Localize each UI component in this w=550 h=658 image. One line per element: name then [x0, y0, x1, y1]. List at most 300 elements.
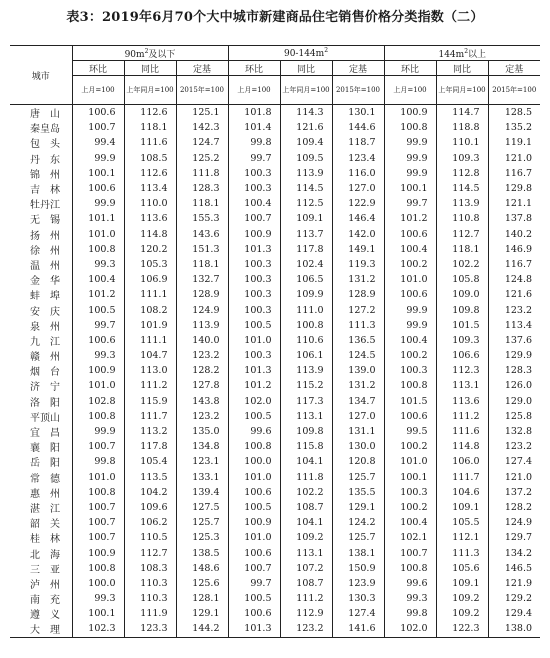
- city-name-cell: 丹 东: [30, 154, 60, 166]
- index-value-cell: 129.4: [488, 606, 540, 621]
- index-value-cell: 129.1: [332, 500, 384, 515]
- index-value-cell: 131.2: [332, 272, 384, 287]
- index-value-cell: 139.0: [332, 363, 384, 378]
- index-value-cell: 104.2: [124, 485, 176, 500]
- index-value-cell: 112.7: [124, 545, 176, 560]
- index-value-cell: 123.9: [332, 576, 384, 591]
- index-value-cell: 99.9: [384, 302, 436, 317]
- index-value-cell: 130.1: [332, 105, 384, 121]
- index-value-cell: 125.1: [176, 105, 228, 121]
- index-value-cell: 101.3: [228, 621, 280, 637]
- index-value-cell: 105.6: [436, 561, 488, 576]
- city-name-cell: 温 州: [30, 260, 60, 272]
- index-value-cell: 128.9: [332, 287, 384, 302]
- index-value-cell: 109.2: [436, 591, 488, 606]
- index-value-cell: 109.5: [280, 151, 332, 166]
- index-value-cell: 125.2: [176, 151, 228, 166]
- index-value-cell: 99.3: [72, 348, 124, 363]
- index-value-cell: 100.2: [384, 257, 436, 272]
- index-value-cell: 111.2: [124, 378, 176, 393]
- index-value-cell: 128.1: [176, 591, 228, 606]
- index-value-cell: 111.7: [436, 470, 488, 485]
- city-name-cell: 秦皇岛: [30, 124, 60, 136]
- city-name-cell: 金 华: [30, 276, 60, 288]
- index-value-cell: 100.6: [72, 105, 124, 121]
- index-value-cell: 130.3: [332, 591, 384, 606]
- index-value-cell: 118.7: [332, 135, 384, 150]
- index-value-cell: 112.6: [124, 166, 176, 181]
- index-value-cell: 122.9: [332, 196, 384, 211]
- index-value-cell: 100.9: [228, 515, 280, 530]
- index-value-cell: 100.5: [72, 302, 124, 317]
- index-value-cell: 101.4: [228, 120, 280, 135]
- index-value-cell: 134.2: [488, 545, 540, 560]
- city-name-cell: 蚌 埠: [30, 291, 60, 303]
- city-name-cell: 襄 阳: [30, 443, 60, 455]
- index-value-cell: 137.8: [488, 211, 540, 226]
- index-value-cell: 113.9: [176, 318, 228, 333]
- index-value-cell: 100.8: [72, 242, 124, 257]
- index-value-cell: 100.6: [384, 287, 436, 302]
- index-value-cell: 127.8: [176, 378, 228, 393]
- index-value-cell: 109.1: [436, 576, 488, 591]
- index-value-cell: 113.6: [436, 394, 488, 409]
- index-value-cell: 106.2: [124, 515, 176, 530]
- base-period-header: 上月=100: [384, 76, 436, 105]
- index-value-cell: 148.6: [176, 561, 228, 576]
- index-value-cell: 106.6: [436, 348, 488, 363]
- index-value-cell: 100.9: [228, 227, 280, 242]
- index-value-cell: 99.9: [384, 166, 436, 181]
- index-value-cell: 113.4: [488, 318, 540, 333]
- index-value-cell: 127.4: [332, 606, 384, 621]
- index-value-cell: 126.0: [488, 378, 540, 393]
- index-value-cell: 125.7: [332, 530, 384, 545]
- index-value-cell: 128.3: [488, 363, 540, 378]
- city-name-cell: 九 江: [30, 336, 60, 348]
- index-value-cell: 117.8: [280, 242, 332, 257]
- index-value-cell: 100.8: [228, 439, 280, 454]
- index-value-cell: 102.1: [384, 530, 436, 545]
- table-row: [10, 500, 540, 515]
- index-value-cell: 101.0: [228, 530, 280, 545]
- index-value-cell: 137.2: [488, 485, 540, 500]
- index-value-cell: 109.1: [280, 211, 332, 226]
- index-value-cell: 113.6: [124, 211, 176, 226]
- index-value-cell: 110.1: [436, 135, 488, 150]
- index-value-cell: 111.0: [280, 302, 332, 317]
- index-value-cell: 113.9: [280, 166, 332, 181]
- index-value-cell: 123.2: [280, 621, 332, 637]
- table-row: [10, 530, 540, 545]
- index-value-cell: 102.0: [228, 394, 280, 409]
- city-name-cell: 赣 州: [30, 352, 60, 364]
- index-value-cell: 100.1: [72, 606, 124, 621]
- table-row: [10, 181, 540, 196]
- city-name-cell: 宜 昌: [30, 428, 60, 440]
- index-value-cell: 123.3: [124, 621, 176, 637]
- base-period-header: 上月=100: [72, 76, 124, 105]
- index-value-cell: 143.6: [176, 227, 228, 242]
- index-value-cell: 100.6: [72, 333, 124, 348]
- index-value-cell: 124.7: [176, 135, 228, 150]
- index-value-cell: 101.0: [72, 227, 124, 242]
- index-value-cell: 99.6: [384, 576, 436, 591]
- index-value-cell: 124.2: [332, 515, 384, 530]
- index-value-cell: 104.1: [280, 454, 332, 469]
- table-row: [10, 257, 540, 272]
- index-value-cell: 114.5: [280, 181, 332, 196]
- index-value-cell: 111.3: [332, 318, 384, 333]
- index-value-cell: 123.2: [176, 348, 228, 363]
- index-value-cell: 131.2: [332, 378, 384, 393]
- header-sub-row: [10, 61, 540, 76]
- index-value-cell: 129.8: [488, 181, 540, 196]
- index-value-cell: 155.3: [176, 211, 228, 226]
- city-name-cell: 洛 阳: [30, 397, 60, 409]
- table-row: [10, 378, 540, 393]
- index-value-cell: 124.5: [332, 348, 384, 363]
- index-type-header: 定基: [332, 61, 384, 76]
- table-row: [10, 470, 540, 485]
- table-row: [10, 196, 540, 211]
- index-value-cell: 114.7: [436, 105, 488, 121]
- index-value-cell: 106.0: [436, 454, 488, 469]
- index-value-cell: 118.8: [436, 120, 488, 135]
- index-value-cell: 101.2: [72, 287, 124, 302]
- index-value-cell: 99.7: [384, 196, 436, 211]
- table-row: [10, 424, 540, 439]
- table-row: [10, 576, 540, 591]
- index-type-header: 定基: [176, 61, 228, 76]
- index-value-cell: 100.9: [72, 363, 124, 378]
- index-value-cell: 111.3: [436, 545, 488, 560]
- index-value-cell: 100.2: [384, 500, 436, 515]
- index-value-cell: 125.8: [488, 409, 540, 424]
- index-value-cell: 121.9: [488, 576, 540, 591]
- index-value-cell: 102.2: [436, 257, 488, 272]
- index-value-cell: 127.2: [332, 302, 384, 317]
- index-value-cell: 100.3: [228, 287, 280, 302]
- index-value-cell: 149.1: [332, 242, 384, 257]
- index-value-cell: 117.8: [124, 439, 176, 454]
- index-type-header: 环比: [72, 61, 124, 76]
- city-name-cell: 济 宁: [30, 382, 60, 394]
- index-value-cell: 125.6: [176, 576, 228, 591]
- index-value-cell: 100.3: [384, 485, 436, 500]
- index-value-cell: 100.3: [228, 302, 280, 317]
- table-row: [10, 302, 540, 317]
- index-value-cell: 121.0: [488, 470, 540, 485]
- index-value-cell: 125.3: [176, 530, 228, 545]
- index-value-cell: 111.6: [436, 424, 488, 439]
- index-value-cell: 102.3: [72, 621, 124, 637]
- index-value-cell: 100.1: [72, 166, 124, 181]
- index-value-cell: 114.3: [280, 105, 332, 121]
- index-value-cell: 110.5: [124, 530, 176, 545]
- index-value-cell: 113.5: [124, 470, 176, 485]
- index-value-cell: 137.6: [488, 333, 540, 348]
- index-value-cell: 100.7: [228, 561, 280, 576]
- index-value-cell: 106.1: [280, 348, 332, 363]
- index-value-cell: 99.8: [384, 606, 436, 621]
- index-value-cell: 116.0: [332, 166, 384, 181]
- base-period-header: 2015年=100: [488, 76, 540, 105]
- table-row: [10, 409, 540, 424]
- index-value-cell: 100.4: [384, 333, 436, 348]
- index-value-cell: 101.0: [228, 333, 280, 348]
- index-value-cell: 138.5: [176, 545, 228, 560]
- index-value-cell: 100.7: [228, 211, 280, 226]
- index-value-cell: 100.5: [228, 591, 280, 606]
- city-name-cell: 牡丹江: [30, 200, 60, 212]
- base-period-header: 上月=100: [228, 76, 280, 105]
- index-value-cell: 100.0: [72, 576, 124, 591]
- index-value-cell: 138.1: [332, 545, 384, 560]
- index-value-cell: 120.8: [332, 454, 384, 469]
- index-value-cell: 102.2: [280, 485, 332, 500]
- table-row: [10, 485, 540, 500]
- index-value-cell: 100.4: [228, 196, 280, 211]
- index-value-cell: 127.0: [332, 181, 384, 196]
- index-value-cell: 112.1: [436, 530, 488, 545]
- index-value-cell: 113.7: [280, 227, 332, 242]
- index-type-header: 同比: [280, 61, 332, 76]
- base-period-header: 上年同月=100: [280, 76, 332, 105]
- index-value-cell: 104.6: [436, 485, 488, 500]
- index-value-cell: 132.8: [488, 424, 540, 439]
- index-value-cell: 100.8: [384, 378, 436, 393]
- index-value-cell: 135.0: [176, 424, 228, 439]
- index-value-cell: 124.9: [176, 302, 228, 317]
- index-value-cell: 129.9: [488, 348, 540, 363]
- index-value-cell: 100.7: [72, 120, 124, 135]
- index-value-cell: 124.8: [488, 272, 540, 287]
- index-value-cell: 139.4: [176, 485, 228, 500]
- index-value-cell: 123.1: [176, 454, 228, 469]
- index-value-cell: 100.3: [228, 166, 280, 181]
- table-row: [10, 454, 540, 469]
- index-value-cell: 100.3: [228, 348, 280, 363]
- index-value-cell: 104.1: [280, 515, 332, 530]
- table-row: [10, 272, 540, 287]
- group-header-small: $90m^2$及以下: [72, 46, 228, 61]
- index-value-cell: 111.8: [280, 470, 332, 485]
- city-name-cell: 常 德: [30, 473, 60, 485]
- index-value-cell: 107.2: [280, 561, 332, 576]
- city-name-cell: 岳 阳: [30, 458, 60, 470]
- index-value-cell: 128.9: [176, 287, 228, 302]
- index-value-cell: 100.4: [384, 242, 436, 257]
- index-value-cell: 123.2: [176, 409, 228, 424]
- table-body: [10, 105, 540, 638]
- city-name-cell: 扬 州: [30, 230, 60, 242]
- index-value-cell: 105.5: [436, 515, 488, 530]
- index-value-cell: 116.7: [488, 166, 540, 181]
- index-value-cell: 100.1: [384, 181, 436, 196]
- index-value-cell: 106.5: [280, 272, 332, 287]
- city-name-cell: 桂 林: [30, 534, 60, 546]
- base-period-header: 2015年=100: [176, 76, 228, 105]
- index-value-cell: 101.5: [384, 394, 436, 409]
- table-row: [10, 591, 540, 606]
- index-value-cell: 108.7: [280, 500, 332, 515]
- index-value-cell: 114.8: [124, 227, 176, 242]
- index-value-cell: 114.5: [436, 181, 488, 196]
- index-value-cell: 100.6: [72, 181, 124, 196]
- city-name-cell: 安 庆: [30, 306, 60, 318]
- city-name-cell: 惠 州: [30, 488, 60, 500]
- table-row: [10, 606, 540, 621]
- index-value-cell: 142.3: [176, 120, 228, 135]
- index-value-cell: 102.4: [280, 257, 332, 272]
- index-value-cell: 134.7: [332, 394, 384, 409]
- index-value-cell: 99.3: [72, 257, 124, 272]
- index-type-header: 同比: [436, 61, 488, 76]
- index-value-cell: 99.5: [384, 424, 436, 439]
- index-value-cell: 146.5: [488, 561, 540, 576]
- index-value-cell: 100.6: [228, 545, 280, 560]
- index-value-cell: 109.8: [280, 424, 332, 439]
- index-value-cell: 99.9: [72, 424, 124, 439]
- index-value-cell: 99.9: [384, 135, 436, 150]
- index-value-cell: 112.5: [280, 196, 332, 211]
- table-row: [10, 621, 540, 637]
- index-value-cell: 100.5: [228, 318, 280, 333]
- city-name-cell: 北 海: [30, 549, 60, 561]
- index-value-cell: 116.7: [488, 257, 540, 272]
- index-type-header: 环比: [228, 61, 280, 76]
- index-value-cell: 125.7: [332, 470, 384, 485]
- index-value-cell: 113.1: [436, 378, 488, 393]
- table-row: [10, 545, 540, 560]
- index-value-cell: 110.3: [124, 591, 176, 606]
- index-value-cell: 99.9: [384, 151, 436, 166]
- index-type-header: 定基: [488, 61, 540, 76]
- index-value-cell: 111.1: [124, 333, 176, 348]
- index-value-cell: 114.8: [436, 439, 488, 454]
- index-value-cell: 127.4: [488, 454, 540, 469]
- index-value-cell: 99.7: [72, 318, 124, 333]
- index-value-cell: 144.6: [332, 120, 384, 135]
- index-value-cell: 125.7: [176, 515, 228, 530]
- index-value-cell: 129.1: [176, 606, 228, 621]
- index-value-cell: 118.1: [176, 196, 228, 211]
- index-value-cell: 112.9: [280, 606, 332, 621]
- index-value-cell: 120.2: [124, 242, 176, 257]
- index-value-cell: 100.2: [384, 348, 436, 363]
- table-row: [10, 135, 540, 150]
- index-value-cell: 111.2: [280, 591, 332, 606]
- index-value-cell: 115.8: [280, 439, 332, 454]
- index-value-cell: 142.0: [332, 227, 384, 242]
- city-name-cell: 锦 州: [30, 169, 60, 181]
- index-value-cell: 127.0: [332, 409, 384, 424]
- table-row: [10, 515, 540, 530]
- index-value-cell: 99.3: [384, 591, 436, 606]
- index-value-cell: 111.8: [176, 166, 228, 181]
- index-value-cell: 101.0: [72, 470, 124, 485]
- index-value-cell: 128.2: [176, 363, 228, 378]
- city-name-cell: 大 理: [10, 621, 72, 637]
- index-value-cell: 150.9: [332, 561, 384, 576]
- index-value-cell: 102.0: [384, 621, 436, 637]
- index-value-cell: 100.3: [384, 363, 436, 378]
- index-value-cell: 128.3: [176, 181, 228, 196]
- index-value-cell: 100.8: [384, 120, 436, 135]
- index-value-cell: 108.7: [280, 576, 332, 591]
- index-value-cell: 99.8: [228, 135, 280, 150]
- index-value-cell: 101.2: [384, 211, 436, 226]
- index-value-cell: 111.7: [124, 409, 176, 424]
- index-value-cell: 100.3: [228, 181, 280, 196]
- table-row: [10, 227, 540, 242]
- index-value-cell: 101.9: [124, 318, 176, 333]
- index-value-cell: 101.2: [228, 378, 280, 393]
- index-value-cell: 100.9: [72, 545, 124, 560]
- index-value-cell: 105.3: [124, 257, 176, 272]
- index-value-cell: 101.5: [436, 318, 488, 333]
- header-base-row: [10, 76, 540, 105]
- index-value-cell: 109.0: [436, 287, 488, 302]
- group-header-large: $144m^2$以上: [384, 46, 540, 61]
- index-value-cell: 110.0: [124, 196, 176, 211]
- index-value-cell: 112.8: [436, 166, 488, 181]
- index-value-cell: 100.1: [384, 470, 436, 485]
- index-value-cell: 99.7: [228, 151, 280, 166]
- index-value-cell: 121.0: [488, 151, 540, 166]
- index-value-cell: 104.7: [124, 348, 176, 363]
- index-value-cell: 100.6: [228, 606, 280, 621]
- table-row: [10, 287, 540, 302]
- city-name-cell: 泉 州: [30, 321, 60, 333]
- index-value-cell: 102.8: [72, 394, 124, 409]
- group-header-medium: $90-144m^2$: [228, 46, 384, 61]
- index-value-cell: 101.0: [72, 378, 124, 393]
- index-value-cell: 99.9: [72, 151, 124, 166]
- index-value-cell: 108.2: [124, 302, 176, 317]
- index-value-cell: 100.5: [228, 500, 280, 515]
- index-value-cell: 115.9: [124, 394, 176, 409]
- index-value-cell: 111.9: [124, 606, 176, 621]
- index-value-cell: 113.1: [280, 545, 332, 560]
- table-row: [10, 166, 540, 181]
- index-value-cell: 109.2: [436, 606, 488, 621]
- index-value-cell: 99.7: [228, 576, 280, 591]
- index-value-cell: 100.2: [384, 439, 436, 454]
- table-header: [10, 46, 540, 105]
- index-value-cell: 130.0: [332, 439, 384, 454]
- index-value-cell: 140.0: [176, 333, 228, 348]
- index-value-cell: 101.0: [384, 272, 436, 287]
- city-name-cell: 烟 台: [30, 367, 60, 379]
- index-value-cell: 118.1: [436, 242, 488, 257]
- index-type-header: 同比: [124, 61, 176, 76]
- index-value-cell: 133.1: [176, 470, 228, 485]
- table-row: [10, 439, 540, 454]
- index-value-cell: 110.6: [280, 333, 332, 348]
- index-value-cell: 100.8: [280, 318, 332, 333]
- index-type-header: 环比: [384, 61, 436, 76]
- index-value-cell: 105.4: [124, 454, 176, 469]
- table-row: [10, 211, 540, 226]
- index-value-cell: 100.6: [228, 485, 280, 500]
- index-value-cell: 110.8: [436, 211, 488, 226]
- index-value-cell: 99.4: [72, 135, 124, 150]
- index-value-cell: 129.2: [488, 591, 540, 606]
- index-value-cell: 99.6: [228, 424, 280, 439]
- index-value-cell: 135.2: [488, 120, 540, 135]
